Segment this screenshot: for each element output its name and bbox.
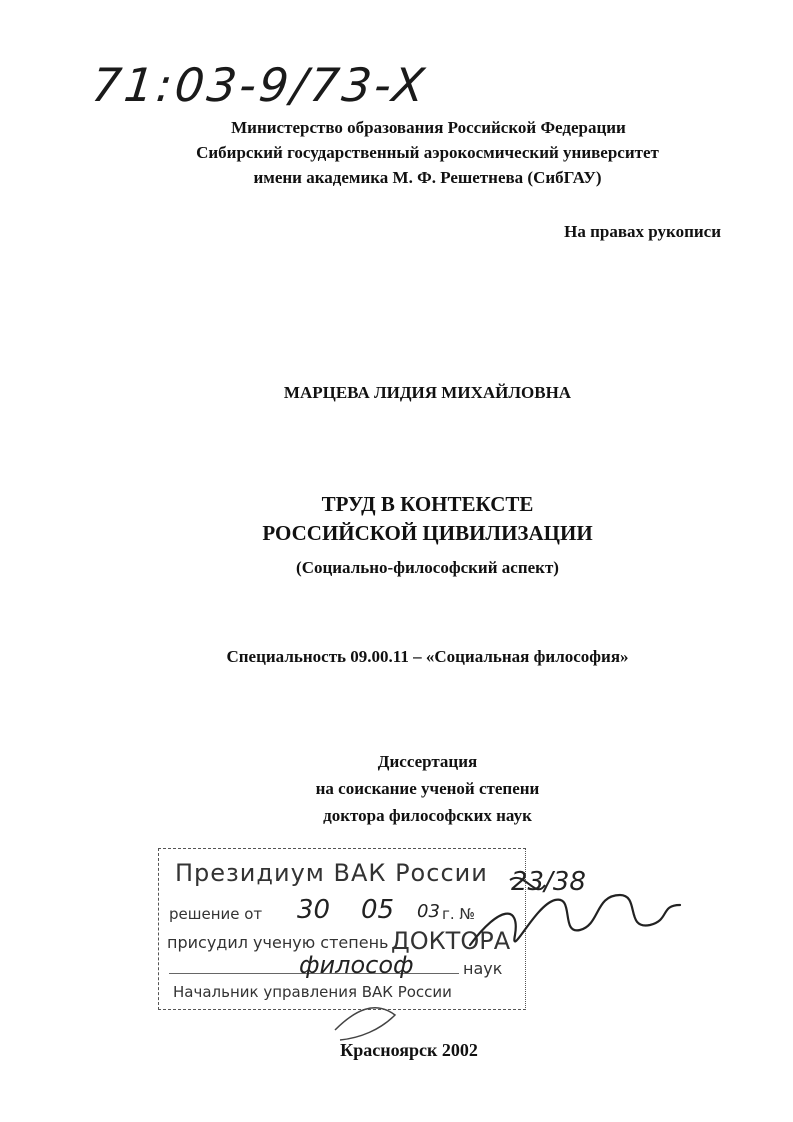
stamp-decision-label: решение от — [169, 905, 263, 923]
city-year: Красноярск 2002 — [340, 1040, 478, 1060]
stamp-awarded-degree: ДОКТОРА — [391, 927, 511, 955]
rights-note: На правах рукописи — [564, 222, 721, 241]
author-name: МАРЦЕВА ЛИДИЯ МИХАЙЛОВНА — [283, 383, 572, 402]
specialty: Специальность 09.00.11 – «Социальная философия» — [226, 647, 629, 666]
stamp-number-label: г. № — [442, 905, 476, 923]
stamp-decision-day: 30 — [297, 895, 331, 925]
signature-mark — [470, 895, 680, 945]
university-line: Сибирский государственный аэрокосмический университет — [196, 143, 659, 162]
ministry-line: Министерство образования Российской Федерации — [231, 118, 626, 137]
stamp-field-suffix: наук — [463, 959, 503, 978]
handwritten-catalog-code: 71:03-9/73-X — [89, 58, 430, 112]
stamp-decision-number: 23/38 — [511, 867, 586, 897]
title-line-2: РОССИЙСКОЙ ЦИВИЛИЗАЦИИ — [262, 521, 593, 545]
stamp-field-handwritten: философ — [299, 951, 414, 979]
subtitle: (Социально-философский аспект) — [296, 558, 559, 577]
degree-line-1: Диссертация — [377, 752, 478, 771]
degree-line-2: на соискание ученой степени — [315, 779, 540, 798]
stamp-awarded-label: присудил ученую степень — [167, 933, 389, 952]
stamp-decision-month: 05 — [361, 895, 395, 925]
stamp-initials-mark — [335, 1008, 395, 1040]
stamp-head-label: Начальник управления ВАК России — [173, 983, 452, 1001]
stamp-header: Президиум ВАК России — [175, 859, 488, 887]
stamp-decision-year: 03 — [417, 901, 440, 922]
signature-flourish — [510, 878, 545, 889]
university-name-line: имени академика М. Ф. Решетнева (СибГАУ) — [253, 168, 602, 187]
title-line-1: ТРУД В КОНТЕКСТЕ — [321, 492, 534, 516]
degree-line-3: доктора философских наук — [323, 806, 532, 825]
